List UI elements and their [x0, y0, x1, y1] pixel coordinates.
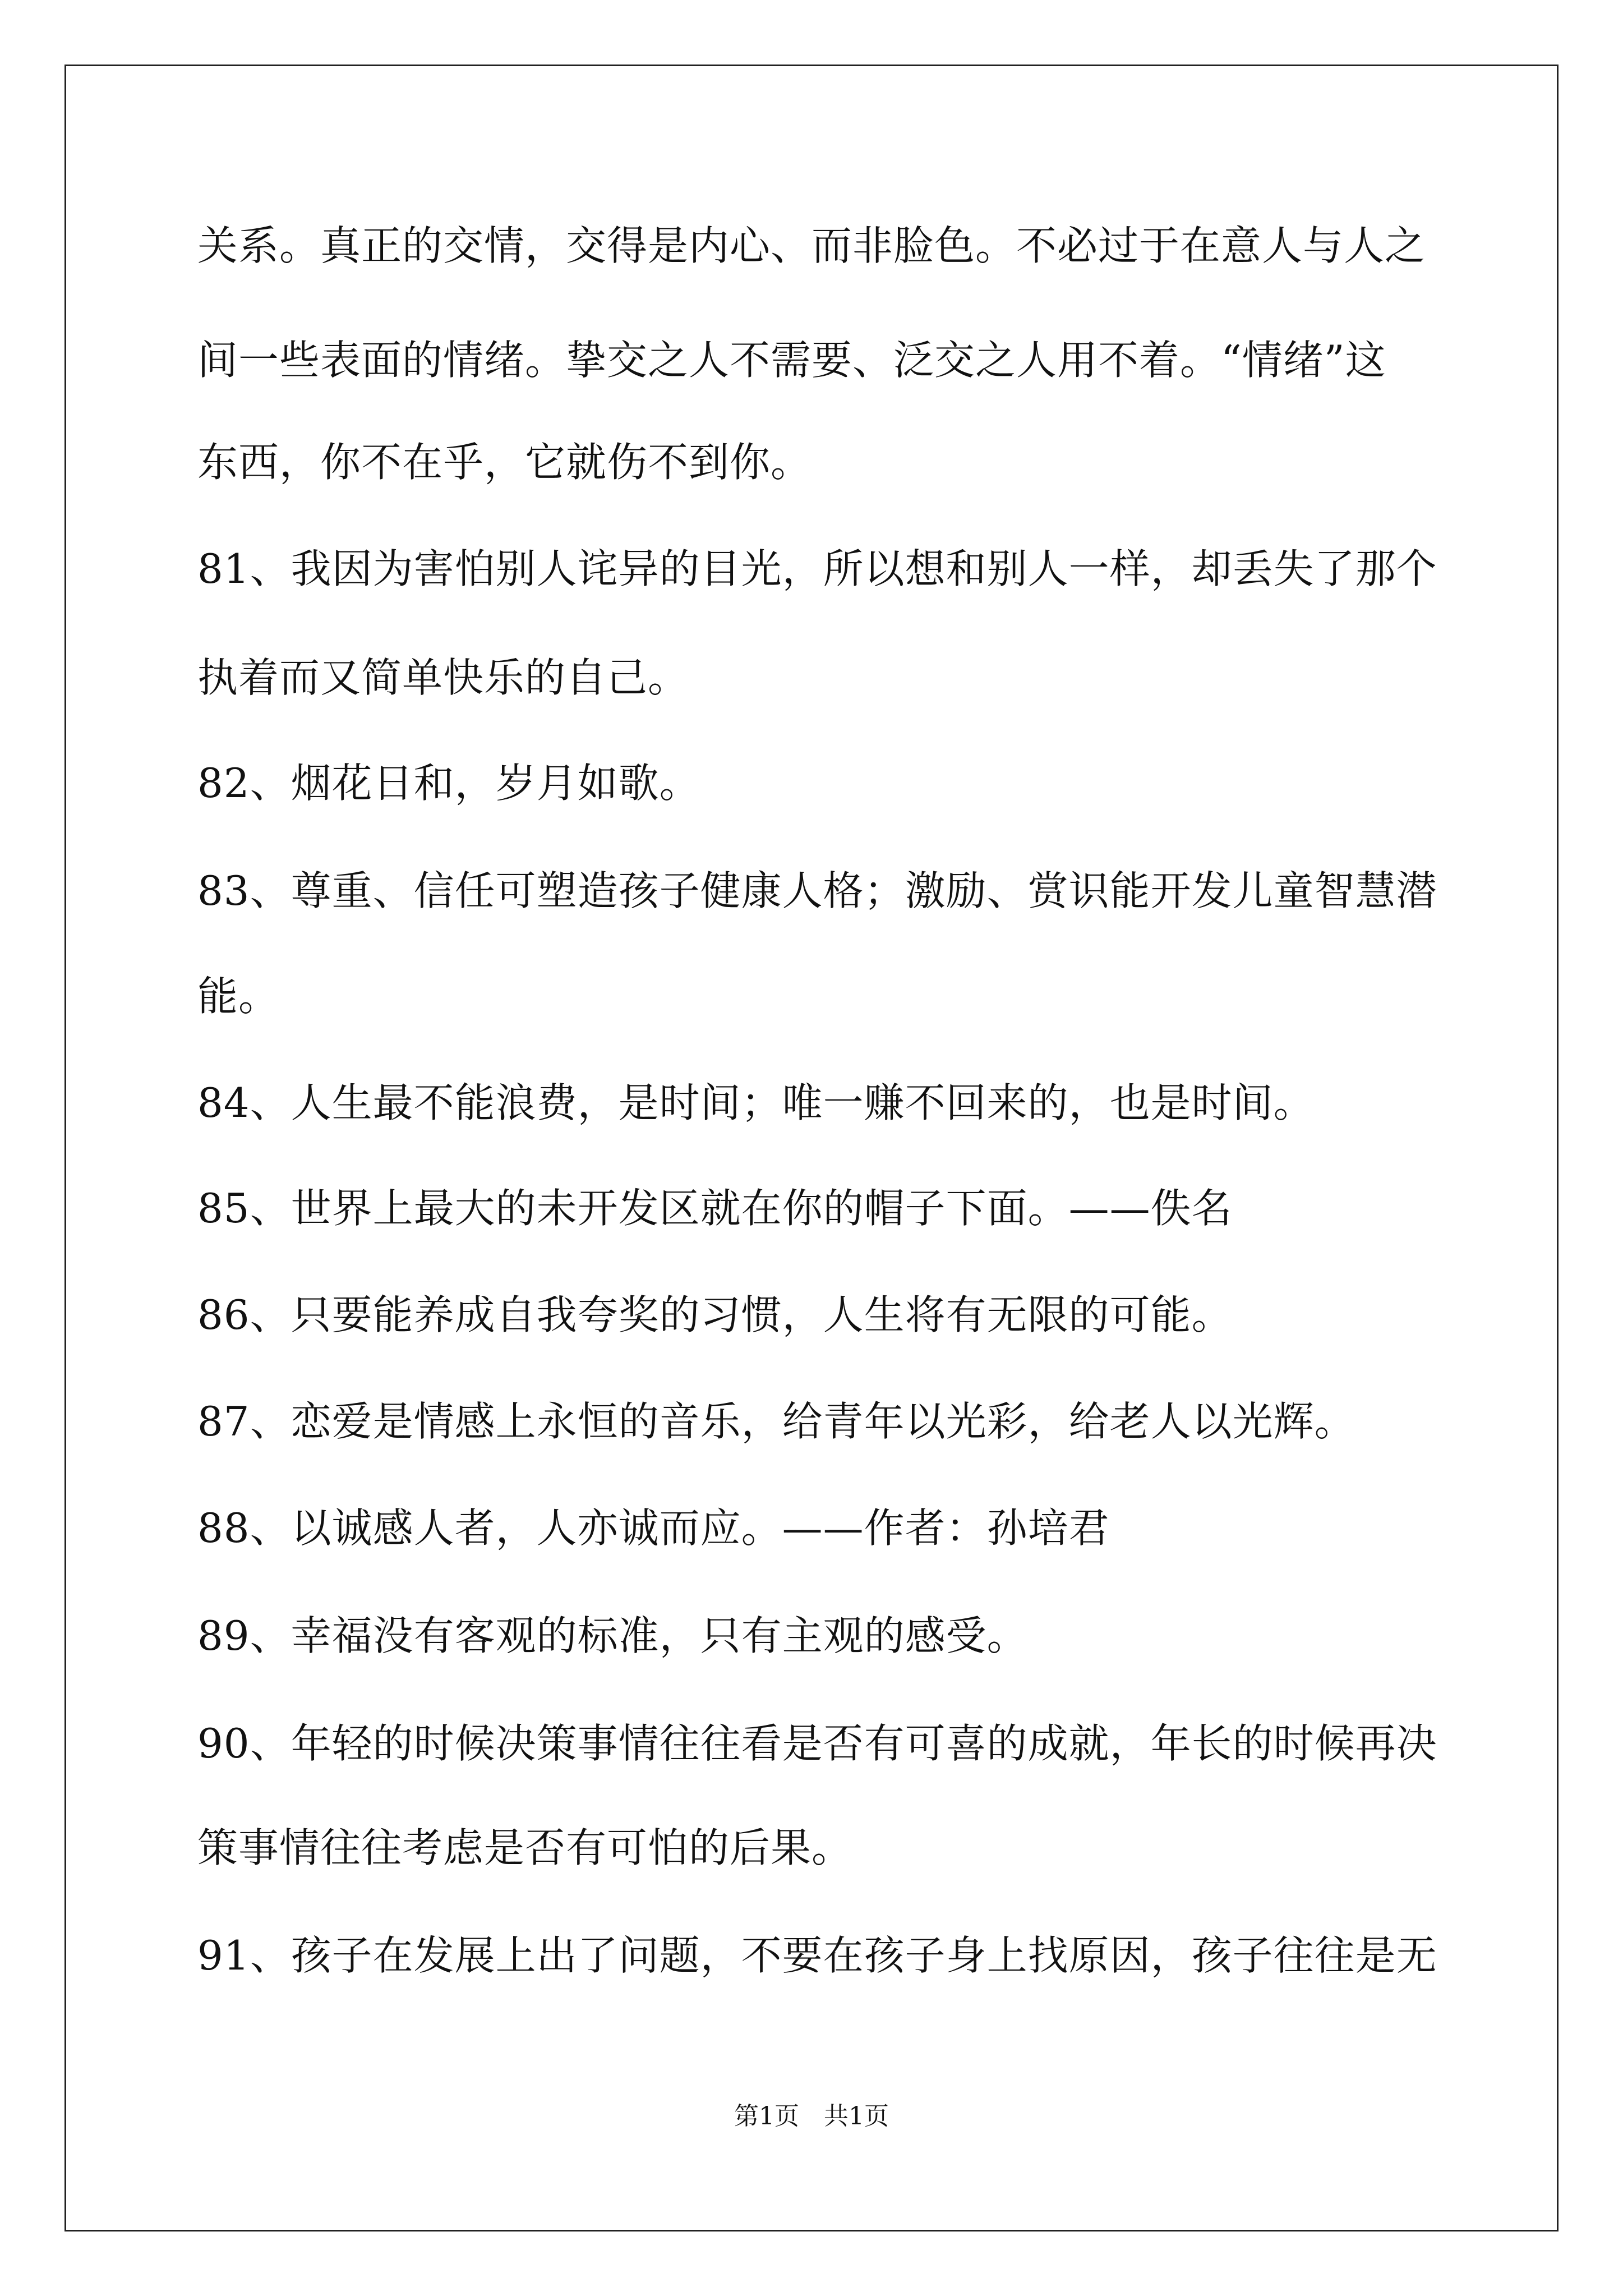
- text-line: 89、幸福没有客观的标准，只有主观的感受。: [197, 1612, 1028, 1659]
- text-line: 88、以诚感人者，人亦诚而应。——作者：孙培君: [197, 1504, 1110, 1552]
- text-line: 91、孩子在发展上出了问题，不要在孩子身上找原因，孩子往往是无: [197, 1932, 1437, 1979]
- text-line: 87、恋爱是情感上永恒的音乐，给青年以光彩，给老人以光辉。: [197, 1398, 1355, 1445]
- text-line: 84、人生最不能浪费，是时间；唯一赚不回来的，也是时间。: [197, 1079, 1315, 1126]
- text-line: 能。: [197, 973, 280, 1020]
- text-line: 82、烟花日和，岁月如歌。: [197, 760, 700, 807]
- text-line: 81、我因为害怕别人诧异的目光，所以想和别人一样，却丢失了那个: [197, 545, 1437, 592]
- text-line: 90、年轻的时候决策事情往往看是否有可喜的成就，年长的时候再决: [197, 1720, 1437, 1767]
- text-line: 执着而又简单快乐的自己。: [197, 654, 689, 701]
- text-line: 间一些表面的情绪。挚交之人不需要、泛交之人用不着。“情绪”这: [197, 337, 1386, 384]
- text-line: 策事情往往考虑是否有可怕的后果。: [197, 1824, 853, 1871]
- text-line: 83、尊重、信任可塑造孩子健康人格；激励、赏识能开发儿童智慧潜: [197, 867, 1437, 914]
- text-line: 85、世界上最大的未开发区就在你的帽子下面。——佚名: [197, 1185, 1233, 1232]
- page-border: [64, 65, 1559, 2231]
- text-line: 东西，你不在乎，它就伤不到你。: [197, 439, 812, 486]
- text-line: 86、只要能养成自我夸奖的习惯，人生将有无限的可能。: [197, 1291, 1233, 1338]
- text-line: 关系。真正的交情，交得是内心、而非脸色。不必过于在意人与人之: [197, 222, 1426, 269]
- page-number: 第1页 共1页: [734, 2102, 889, 2131]
